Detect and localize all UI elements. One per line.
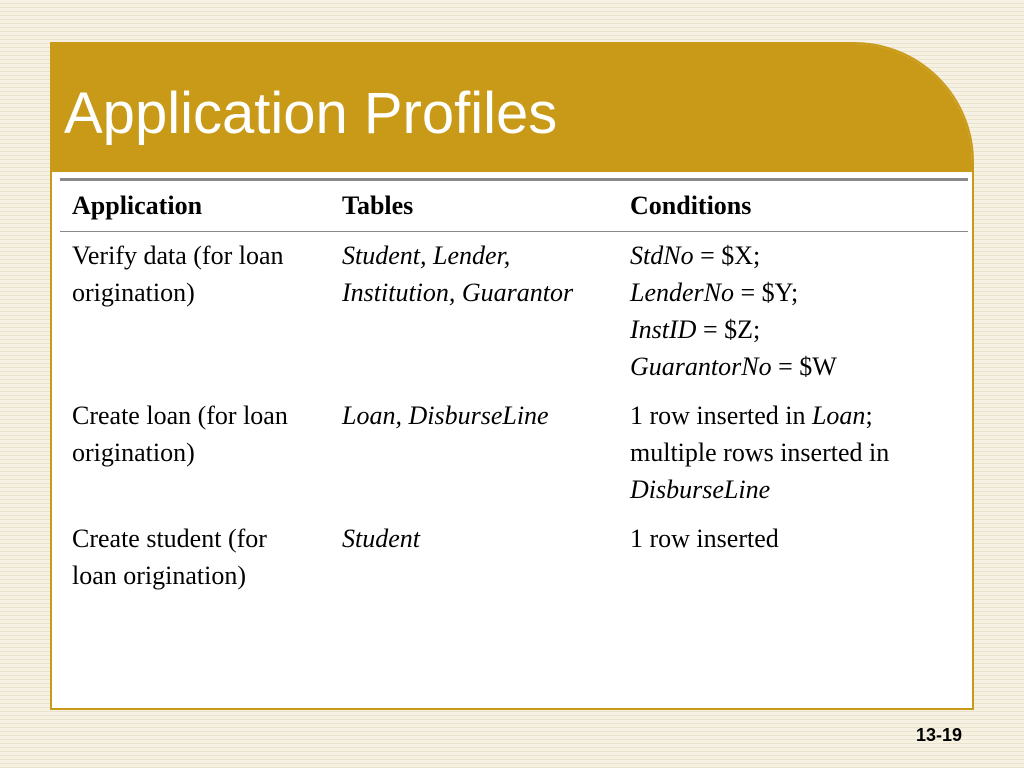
slide-panel: [50, 42, 974, 710]
condition-value: = $Y;: [734, 278, 799, 307]
slide-number: 13-19: [915, 725, 962, 745]
condition-table-name: Loan: [811, 401, 866, 430]
column-header-conditions: Conditions: [618, 180, 968, 232]
condition-field: InstID: [630, 315, 697, 344]
column-header-application: Application: [60, 180, 330, 232]
condition-field: LenderNo: [630, 278, 734, 307]
cell-tables: Student: [342, 524, 420, 553]
cell-application: Verify data (for loan origination): [72, 241, 284, 307]
slide-title: Application Profiles: [64, 81, 558, 146]
table-row: [60, 518, 968, 604]
table-row: [60, 232, 968, 396]
cell-tables: Student, Lender, Institution, Guarantor: [342, 241, 574, 307]
condition-value: = $X;: [693, 241, 761, 270]
table-row: [60, 395, 968, 518]
condition-field: GuarantorNo: [630, 352, 772, 381]
condition-field: StdNo: [630, 241, 694, 270]
cell-conditions: 1 row inserted: [630, 524, 779, 553]
condition-text: ; multiple rows inserted in: [630, 401, 890, 467]
table-header-row: [60, 180, 968, 232]
condition-table-name: DisburseLine: [630, 475, 771, 504]
cell-application: Create student (for loan origination): [72, 524, 267, 590]
cell-tables: Loan, DisburseLine: [342, 401, 549, 430]
application-profiles-table: [60, 178, 968, 604]
condition-text: 1 row inserted in: [630, 401, 812, 430]
column-header-tables: Tables: [330, 180, 618, 232]
condition-value: = $W: [771, 352, 837, 381]
cell-conditions: [618, 395, 968, 518]
cell-application: Create loan (for loan origination): [72, 401, 288, 467]
title-band: [52, 44, 972, 172]
cell-conditions: [618, 232, 968, 396]
condition-value: = $Z;: [696, 315, 761, 344]
